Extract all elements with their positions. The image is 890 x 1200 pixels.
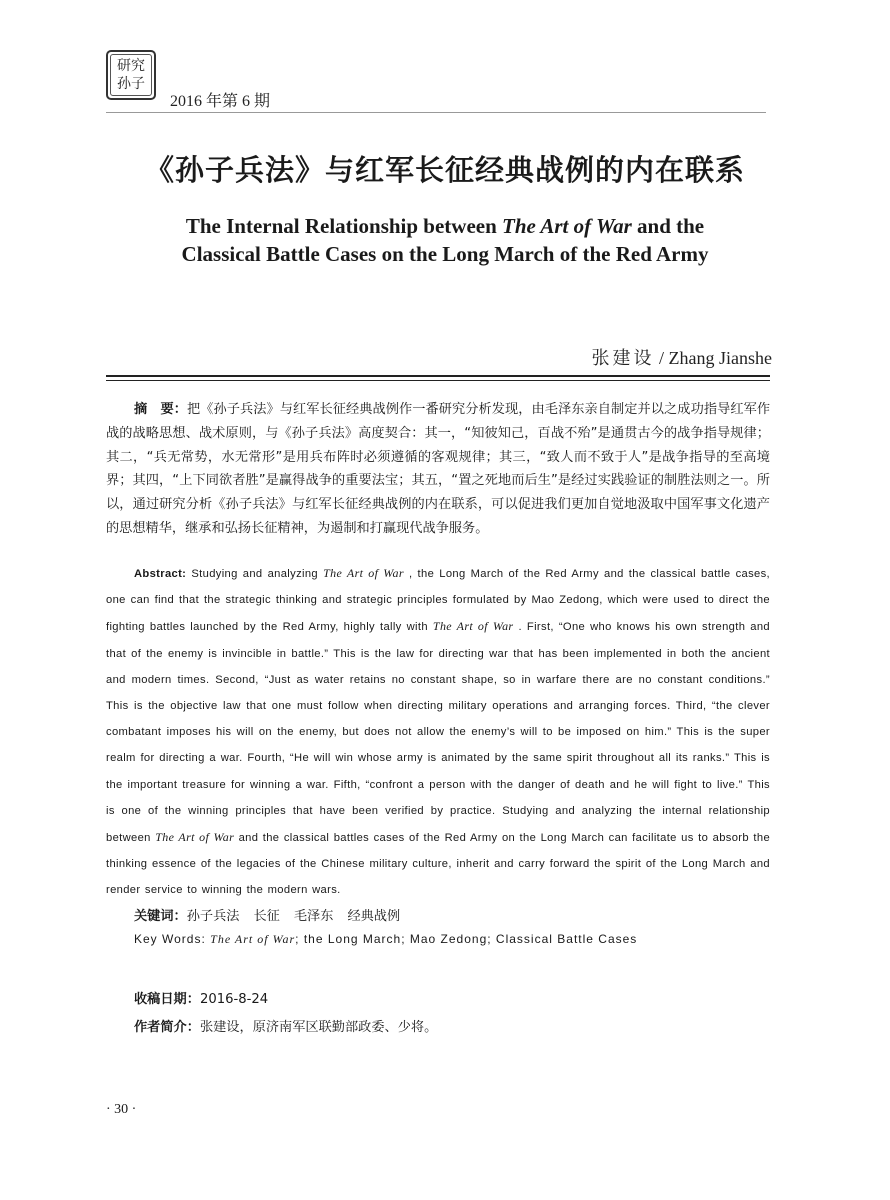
- title-divider-thin: [106, 380, 770, 381]
- keyword-cn-item: 经典战例: [347, 909, 401, 924]
- abstract-english: [106, 560, 770, 904]
- abstract-en-italic-3: The Art of War: [155, 830, 235, 845]
- title-divider-thick: [106, 375, 770, 377]
- bio-label: 作者简介：: [134, 1020, 200, 1035]
- abstract-en-text-1: Studying and analyzing: [186, 568, 324, 580]
- keywords-en-rest: ; the Long March; Mao Zedong; Classical Battle Cases: [295, 932, 638, 946]
- page-header: [106, 50, 766, 114]
- keyword-cn-item: 毛泽东: [293, 909, 334, 924]
- title-english: [0, 212, 890, 268]
- abstract-en-text-2: , the Long March of the Red Army and the classical battle cases, one can find that the strategic thinking and strategic principles formulated by Mao Zedong, which were used to direct the fighting battles launched by the Red Army, highly tally with: [106, 568, 770, 634]
- abstract-en-italic-2: The Art of War: [432, 619, 514, 634]
- author-name-en: Zhang Jianshe: [668, 348, 772, 368]
- abstract-chinese: [106, 398, 770, 541]
- received-label: 收稿日期：: [134, 992, 200, 1007]
- abstract-en-label: Abstract:: [134, 568, 187, 580]
- keyword-cn-item: 长征: [253, 909, 280, 924]
- abstract-en-text-3: . First, “One who knows his own strength and that of the enemy is invincible in battle.” This is the law for directing war that has been implemented in both the ancient and modern times. Second, “Just as water retains no constant shape, so in warfare there are no constant conditions.” This is the objective law that one must follow when directing military operations and arranging forces. Third, “the clever combatant imposes his will on the enemy, but does not allow the enemy’s will to be imposed on him.” This is the super realm for directing a war. Fourth, “He will win whose army is animated by the same spirit throughout all its ranks.” This is the important treasure for winning a war. Fifth, “confront a person with the danger of death and he will fight to live.” This is one of the winning principles that have been verified by practice. Studying and analyzing the internal relationship between: [106, 621, 770, 845]
- author-line: [592, 344, 773, 370]
- title-english-part2: and the: [631, 214, 705, 238]
- keywords-en-label: Key Words:: [134, 932, 211, 946]
- issue-label: 2016 年第 6 期: [170, 93, 271, 110]
- author-bio: [106, 1016, 798, 1035]
- journal-logo-text: 研究孙子: [110, 54, 152, 96]
- abstract-en-text-4: and the classical battles cases of the Red Army on the Long March can facilitate us to absorb the thinking essence of the legacies of the Chinese military culture, inherit and carry forward the spirit of the Long March and render service to winning the modern wars.: [106, 832, 771, 897]
- journal-logo: [106, 50, 156, 100]
- author-name-cn: 张建设: [591, 348, 655, 369]
- keywords-cn-label: 关键词：: [134, 909, 187, 924]
- title-english-line2: Classical Battle Cases on the Long March of the Red Army: [181, 242, 709, 266]
- received-date: [106, 988, 798, 1007]
- title-chinese: 《孙子兵法》与红军长征经典战例的内在联系: [144, 153, 745, 187]
- title-english-part1: The Internal Relationship between: [185, 214, 503, 238]
- abstract-cn-label: 摘 要：: [134, 402, 188, 417]
- page-number: · 30 ·: [106, 1102, 137, 1117]
- author-separator: /: [654, 348, 669, 368]
- abstract-en-italic-1: The Art of War: [323, 566, 404, 580]
- keywords-english: [106, 932, 798, 947]
- keywords-chinese: [106, 905, 798, 924]
- bio-value: 张建设，原济南军区联勤部政委、少将。: [199, 1020, 438, 1035]
- received-value: 2016-8-24: [199, 992, 269, 1007]
- title-english-italic: The Art of War: [502, 214, 632, 238]
- keyword-cn-item: 孙子兵法: [186, 909, 240, 924]
- header-divider: [106, 112, 766, 113]
- abstract-cn-text: 把《孙子兵法》与红军长征经典战例作一番研究分析发现，由毛泽东亲自制定并以之成功指导红军作战的战略思想、战术原则，与《孙子兵法》高度契合：其一，“知彼知己，百战不殆”是通贯古今的战争指导规律；其二，“兵无常势，水无常形”是用兵布阵时必须遵循的客观规律；其三，“致人而不致于人”是战争指导的至高境界；其四，“上下同欲者胜”是赢得战争的重要法宝；其五，“置之死地而后生”是经过实践验证的制胜法则之一。所以，通过研究分析《孙子兵法》与红军长征经典战例的内在联系，可以促进我们更加自觉地汲取中国军事文化遗产的思想精华，继承和弘扬长征精神，为遏制和打赢现代战争服务。: [106, 402, 771, 536]
- keywords-en-italic: The Art of War: [210, 932, 296, 946]
